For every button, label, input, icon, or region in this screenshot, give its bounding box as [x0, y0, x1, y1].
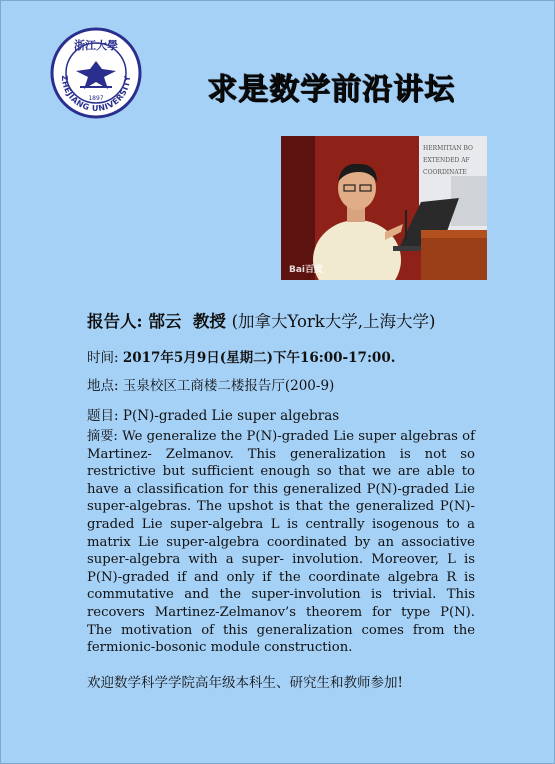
seal-year: 1897 — [88, 95, 104, 102]
location-label: 地点: — [87, 378, 119, 394]
screen-line-3: COORDINATE — [423, 169, 467, 176]
abstract-text: We generalize the P(N)-graded Lie super algebras of Martinez- Zelmanov. This generalization is not so restrictive but sufficient enough so that we are able to have a classification for this generalized P(N)-graded Lie super-algebras. The upshot is that the generalized P(N)-graded Lie super-algebra L is centrally isogenous to a matrix Lie super-algebra coordinated by an associative super-algebra with a super- involution. Moreover, L is P(N)-graded if and only if the coordinate algebra R is commutative and the super-involution is trivial. This recovers Martinez-Zelmanov’s theorem for type P(N). The motivation of this generalization comes from the fermionic-bosonic module construction. — [87, 429, 475, 656]
seal-english-text: ZHEJIANG UNIVERSITY — [59, 75, 133, 114]
time-label: 时间: — [87, 350, 119, 366]
speaker-photo — [281, 136, 487, 280]
location-line — [87, 374, 334, 394]
speaker-label: 报告人: — [87, 312, 143, 331]
talk-title-label: 题目: — [87, 408, 119, 424]
zhejiang-university-seal — [50, 27, 142, 119]
screen-line-1: HERMITIAN BO — [423, 145, 473, 152]
photo-watermark: Bai百度 — [289, 265, 324, 275]
time-value: 2017年5月9日(星期二)下午16:00-17:00. — [122, 350, 396, 366]
abstract-label: 摘要: — [87, 429, 118, 444]
talk-title-line — [87, 404, 339, 424]
talk-title-value: P(N)-graded Lie super algebras — [122, 408, 340, 424]
speaker-affiliation: (加拿大York大学,上海大学) — [231, 312, 436, 331]
seal-chinese-text: 浙江大學 — [74, 39, 118, 52]
speaker-name: 郜云 教授 — [148, 312, 226, 331]
seminar-series-title: 求是数学前沿讲坛 — [207, 72, 455, 107]
time-line — [87, 346, 395, 366]
screen-line-2: EXTENDED AF — [423, 157, 470, 164]
speaker-line — [87, 308, 436, 332]
welcome-note: 欢迎数学科学学院高年级本科生、研究生和教师参加! — [87, 675, 403, 691]
location-value: 玉泉校区工商楼二楼报告厅(200-9) — [122, 378, 335, 394]
abstract — [87, 428, 475, 657]
